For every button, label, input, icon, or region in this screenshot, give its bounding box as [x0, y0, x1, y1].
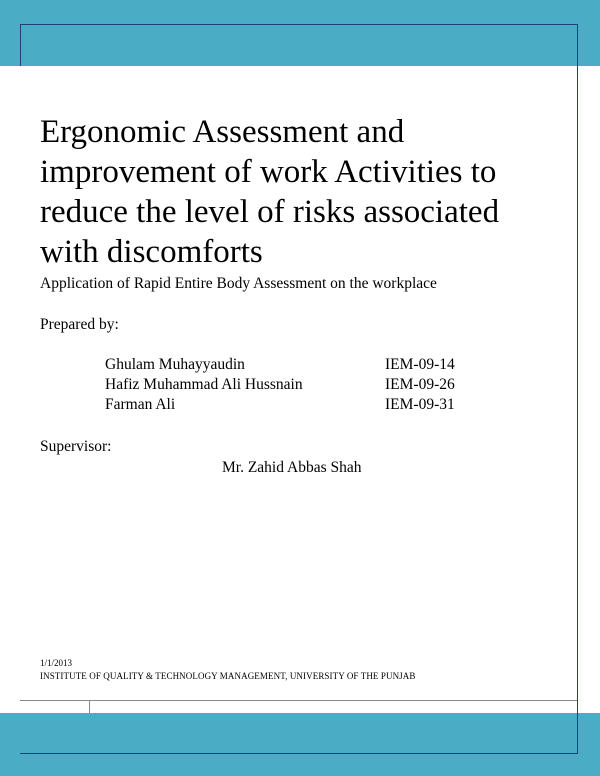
author-id: IEM-09-14: [385, 356, 455, 373]
footer-divider: [20, 700, 577, 701]
prepared-by-label: Prepared by:: [40, 316, 119, 333]
author-name: Hafiz Muhammad Ali Hussnain: [105, 376, 303, 393]
author-row: [105, 356, 505, 376]
footer-divider-tick: [89, 700, 90, 713]
bottom-border-line: [20, 753, 577, 754]
bottom-decorative-band: [0, 713, 600, 776]
author-name: Ghulam Muhayyaudin: [105, 356, 245, 373]
document-title: Ergonomic Assessment and improvement of work Activities to reduce the level of risks associated with discomforts: [40, 114, 500, 270]
author-id: IEM-09-26: [385, 376, 455, 393]
top-decorative-band: [0, 0, 600, 66]
author-name: Farman Ali: [105, 396, 176, 413]
author-id: IEM-09-31: [385, 396, 455, 413]
author-row: [105, 376, 505, 396]
supervisor-label: Supervisor:: [40, 438, 112, 455]
top-left-border-line: [20, 24, 21, 66]
author-row: [105, 396, 505, 416]
document-date: 1/1/2013: [40, 658, 73, 668]
document-subtitle: Application of Rapid Entire Body Assessment on the workplace: [40, 275, 437, 292]
institute-name: INSTITUTE OF QUALITY & TECHNOLOGY MANAGEMENT, UNIVERSITY OF THE PUNJAB: [40, 671, 416, 681]
right-border-line: [577, 24, 578, 754]
top-border-line: [20, 24, 577, 25]
supervisor-name: Mr. Zahid Abbas Shah: [222, 459, 362, 476]
